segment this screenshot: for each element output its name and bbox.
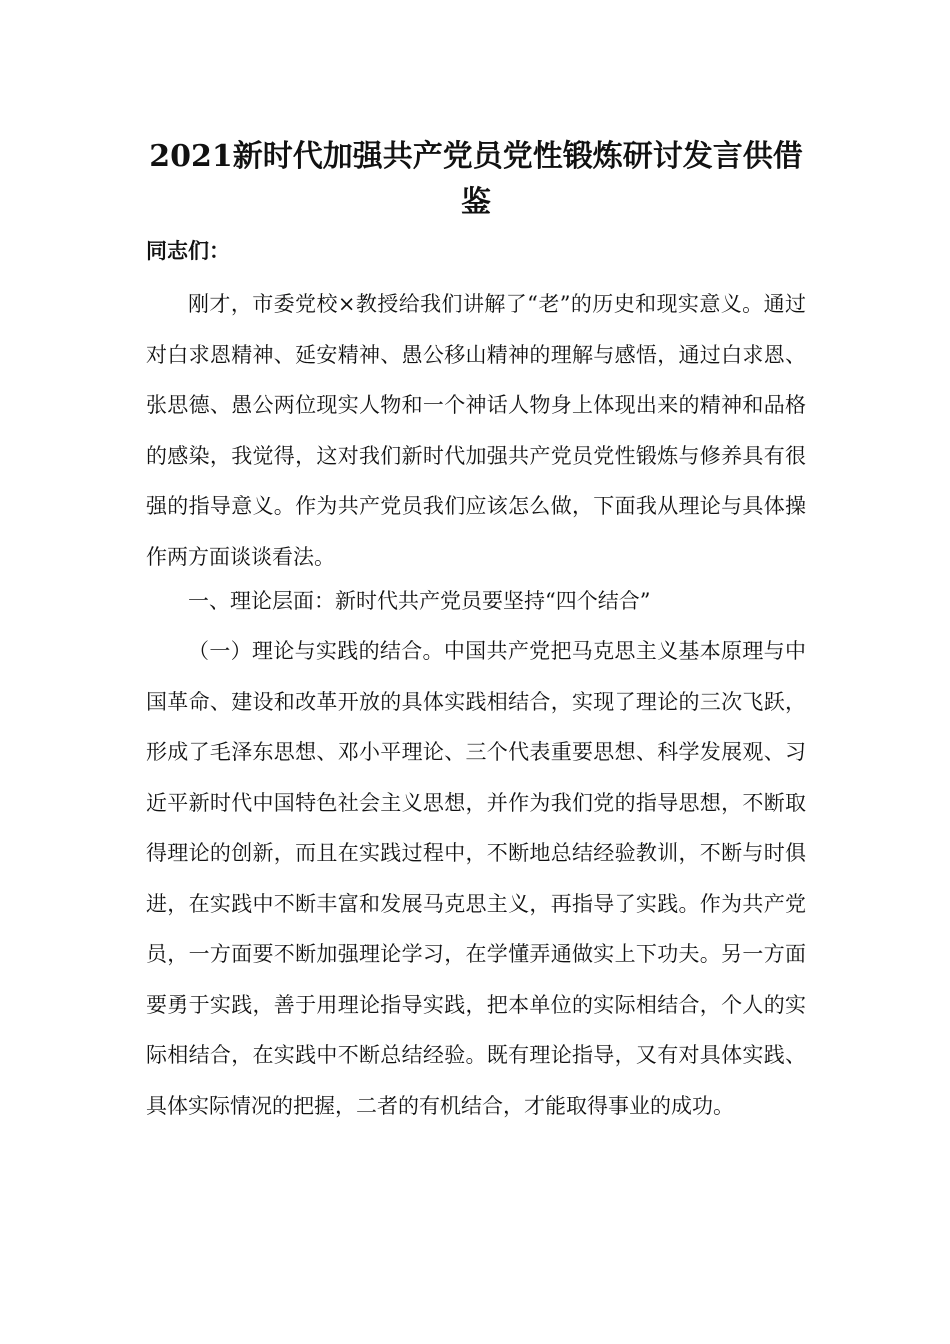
- section-heading-theory: 一、理论层面：新时代共产党员要坚持“四个结合”: [188, 589, 651, 613]
- paragraph-theory-practice: （一）理论与实践的结合。中国共产党把马克思主义基本原理与中国革命、建设和改革开放的具体实践相结合，实现了理论的三次飞跃，形成了毛泽东思想、邓小平理论、三个代表重要思想、科学发展观、习近平新时代中国特色社会主义思想，并作为我们党的指导思想，不断取得理论的创新，而且在实践过程中，不断地总结经验教训，不断与时俱进，在实践中不断丰富和发展马克思主义，再指导了实践。作为共产党员，一方面要不断加强理论学习，在学懂弄通做实上下功夫。另一方面要勇于实践，善于用理论指导实践，把本单位的实际相结合，个人的实际相结合，在实践中不断总结经验。既有理论指导，又有对具体实践、具体实际情况的把握，二者的有机结合，才能取得事业的成功。: [146, 639, 806, 1118]
- salutation: 同志们：: [146, 238, 230, 263]
- paragraph-intro: 刚才，市委党校×教授给我们讲解了“老”的历史和现实意义。通过对白求恩精神、延安精神、愚公移山精神的理解与感悟，通过白求恩、张思德、愚公两位现实人物和一个神话人物身上体现出来的精神和品格的感染，我觉得，这对我们新时代加强共产党员党性锻炼与修养具有很强的指导意义。作为共产党员我们应该怎么做，下面我从理论与具体操作两方面谈谈看法。: [146, 292, 806, 569]
- document-title: 2021新时代加强共产党员党性锻炼研讨发言供借鉴: [149, 139, 803, 220]
